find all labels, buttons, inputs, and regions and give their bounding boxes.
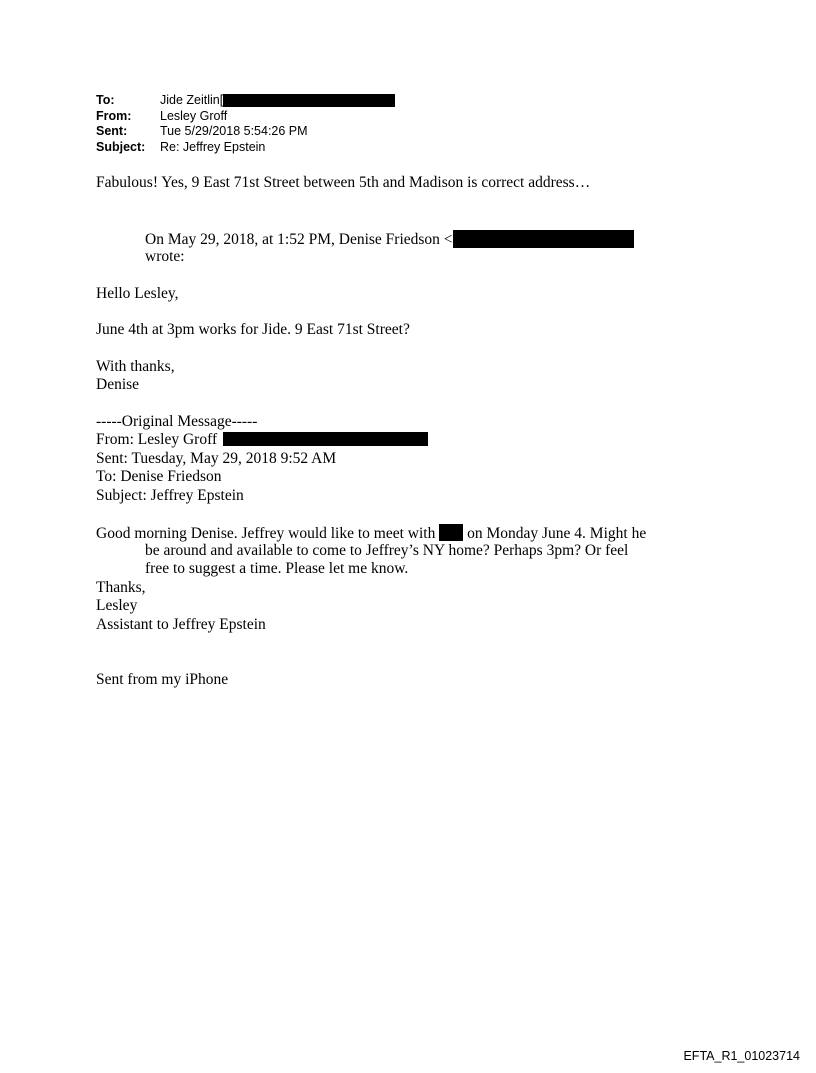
to-value	[160, 93, 395, 109]
quote-intro-line-2: wrote:	[145, 248, 185, 265]
original-thanks: Thanks,	[96, 579, 146, 596]
from-value: Lesley Groff	[160, 108, 228, 123]
original-body-text-a: Good morning Denise. Jeffrey would like to meet with	[96, 525, 436, 542]
original-subject: Subject: Jeffrey Epstein	[96, 487, 244, 504]
original-from-text: From: Lesley Groff	[96, 431, 218, 448]
email-header	[96, 93, 395, 155]
header-to-row	[96, 93, 395, 109]
redaction-box	[453, 230, 634, 248]
quote-intro-line-1	[145, 230, 634, 249]
original-to: To: Denise Friedson	[96, 468, 222, 485]
original-title: Assistant to Jeffrey Epstein	[96, 616, 266, 633]
redaction-box	[223, 432, 428, 446]
sent-value: Tue 5/29/2018 5:54:26 PM	[160, 124, 308, 138]
header-sent-row	[96, 124, 395, 140]
greeting: Hello Lesley,	[96, 285, 179, 302]
signoff-line-1: With thanks,	[96, 358, 175, 375]
original-name: Lesley	[96, 597, 138, 614]
document-id: EFTA_R1_01023714	[683, 1049, 800, 1063]
redaction-box	[439, 524, 463, 541]
original-sent: Sent: Tuesday, May 29, 2018 9:52 AM	[96, 450, 337, 467]
header-from-row	[96, 109, 395, 125]
quote-intro-text: On May 29, 2018, at 1:52 PM, Denise Friedson <	[145, 231, 453, 248]
reply-text: Fabulous! Yes, 9 East 71st Street between 5th and Madison is correct address…	[96, 174, 591, 191]
redaction-box	[223, 94, 395, 107]
to-name: Jide Zeitlin[	[160, 93, 224, 107]
subject-value: Re: Jeffrey Epstein	[160, 139, 266, 154]
original-from	[96, 431, 428, 449]
header-subject-row	[96, 140, 395, 156]
signoff-line-2: Denise	[96, 376, 140, 393]
subject-label: Subject:	[96, 139, 146, 154]
sent-label: Sent:	[96, 124, 128, 138]
sent-from-line: Sent from my iPhone	[96, 671, 229, 688]
original-body-line-1	[96, 524, 646, 543]
from-label: From:	[96, 108, 132, 123]
original-body-line-3: free to suggest a time. Please let me know.	[145, 560, 409, 577]
to-label: To:	[96, 93, 115, 107]
original-body-line-2: be around and available to come to Jeffrey’s NY home? Perhaps 3pm? Or feel	[145, 542, 629, 559]
message-line: June 4th at 3pm works for Jide. 9 East 71st Street?	[96, 321, 410, 338]
original-message-separator: -----Original Message-----	[96, 413, 258, 430]
original-body-text-b: on Monday June 4. Might he	[467, 525, 647, 542]
